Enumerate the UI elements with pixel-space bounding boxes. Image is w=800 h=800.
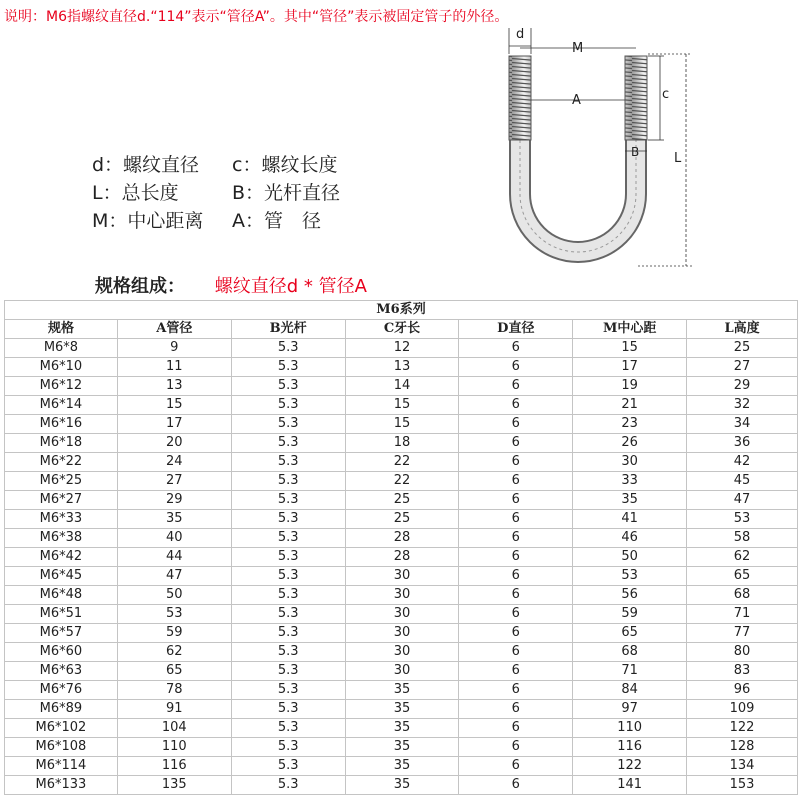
table-cell: 5.3 [231,700,345,719]
table-cell: 45 [687,472,798,491]
table-cell: 6 [459,339,573,358]
legend-item: B：光杆直径 [232,182,341,204]
table-row [5,358,798,377]
table-cell: 6 [459,529,573,548]
table-cell: M6*27 [5,491,118,510]
table-cell: 29 [117,491,231,510]
table-cell: M6*114 [5,757,118,776]
table-cell: M6*76 [5,681,118,700]
table-row [5,415,798,434]
table-cell: 6 [459,681,573,700]
table-cell: 153 [687,776,798,795]
legend-item: c：螺纹长度 [232,154,338,176]
table-cell: 110 [573,719,687,738]
legend-item: d：螺纹直径 [92,154,200,176]
table-cell: 5.3 [231,396,345,415]
table-cell: 5.3 [231,719,345,738]
spec-label: 规格组成： [95,276,185,297]
table-cell: 44 [117,548,231,567]
table-cell: 53 [687,510,798,529]
table-cell: 65 [687,567,798,586]
table-row [5,700,798,719]
table-cell: 134 [687,757,798,776]
table-cell: 30 [345,624,459,643]
table-cell: 22 [345,453,459,472]
table-cell: 28 [345,529,459,548]
table-cell: 11 [117,358,231,377]
table-cell: 6 [459,415,573,434]
dim-label-d: d [516,27,525,42]
column-header: C牙长 [345,320,459,339]
table-cell: 5.3 [231,548,345,567]
table-cell: 35 [345,700,459,719]
table-cell: 56 [573,586,687,605]
table-cell: 32 [687,396,798,415]
table-cell: 6 [459,776,573,795]
table-header-row [5,320,798,339]
table-cell: 50 [117,586,231,605]
table-cell: 5.3 [231,567,345,586]
table-cell: 28 [345,548,459,567]
table-row [5,396,798,415]
table-cell: 83 [687,662,798,681]
table-cell: 109 [687,700,798,719]
table-cell: 47 [687,491,798,510]
table-cell: M6*25 [5,472,118,491]
table-cell: 30 [345,567,459,586]
table-cell: 116 [117,757,231,776]
table-cell: 46 [573,529,687,548]
spec-table [4,300,798,795]
table-cell: 5.3 [231,586,345,605]
dim-label-B: B [631,145,640,159]
table-cell: 15 [345,396,459,415]
table-row [5,681,798,700]
table-cell: M6*63 [5,662,118,681]
table-row [5,434,798,453]
table-cell: 5.3 [231,624,345,643]
table-cell: 6 [459,548,573,567]
table-cell: 122 [573,757,687,776]
table-cell: M6*48 [5,586,118,605]
table-cell: 141 [573,776,687,795]
dim-label-L: L [674,151,682,166]
table-cell: 40 [117,529,231,548]
table-row [5,339,798,358]
table-cell: M6*51 [5,605,118,624]
table-cell: 116 [573,738,687,757]
table-cell: 53 [117,605,231,624]
table-row [5,510,798,529]
table-cell: 20 [117,434,231,453]
table-cell: 91 [117,700,231,719]
table-cell: 65 [117,662,231,681]
table-cell: M6*108 [5,738,118,757]
table-cell: 19 [573,377,687,396]
table-cell: 30 [345,643,459,662]
table-cell: 26 [573,434,687,453]
table-row [5,453,798,472]
table-cell: 5.3 [231,510,345,529]
table-cell: 5.3 [231,681,345,700]
table-row [5,719,798,738]
table-cell: 6 [459,377,573,396]
table-row [5,662,798,681]
table-cell: 65 [573,624,687,643]
table-cell: 5.3 [231,643,345,662]
table-cell: 35 [345,757,459,776]
table-cell: 21 [573,396,687,415]
table-cell: 30 [345,605,459,624]
table-cell: 13 [345,358,459,377]
table-cell: 6 [459,605,573,624]
column-header: L高度 [687,320,798,339]
table-cell: 104 [117,719,231,738]
table-cell: 62 [117,643,231,662]
spec-composition [95,272,367,298]
left-thread [509,56,531,140]
legend-item: A：管 径 [232,210,321,232]
table-cell: M6*10 [5,358,118,377]
table-cell: 27 [687,358,798,377]
table-cell: 22 [345,472,459,491]
table-cell: 25 [345,491,459,510]
legend-item: M：中心距离 [92,210,204,232]
table-row [5,738,798,757]
table-cell: 77 [687,624,798,643]
table-cell: 5.3 [231,339,345,358]
table-cell: 25 [345,510,459,529]
right-thread [625,56,647,140]
column-header: 规格 [5,320,118,339]
table-cell: 128 [687,738,798,757]
table-cell: 50 [573,548,687,567]
legend-item: L：总长度 [92,182,179,204]
table-cell: 6 [459,757,573,776]
table-cell: 59 [117,624,231,643]
table-cell: 30 [345,662,459,681]
table-cell: 14 [345,377,459,396]
table-cell: 6 [459,358,573,377]
table-cell: 25 [687,339,798,358]
table-cell: M6*38 [5,529,118,548]
table-cell: M6*18 [5,434,118,453]
dim-label-A: A [572,93,581,108]
table-cell: 135 [117,776,231,795]
table-cell: 29 [687,377,798,396]
table-row [5,377,798,396]
table-row [5,567,798,586]
table-cell: 5.3 [231,529,345,548]
table-cell: 58 [687,529,798,548]
table-cell: 97 [573,700,687,719]
table-row [5,757,798,776]
table-cell: 5.3 [231,662,345,681]
series-title: M6系列 [5,301,798,320]
table-cell: 24 [117,453,231,472]
table-cell: M6*33 [5,510,118,529]
table-row [5,548,798,567]
table-cell: 59 [573,605,687,624]
table-cell: 6 [459,700,573,719]
table-row [5,586,798,605]
table-cell: 13 [117,377,231,396]
table-cell: 35 [345,719,459,738]
table-cell: 35 [345,776,459,795]
table-cell: 71 [573,662,687,681]
table-cell: 30 [573,453,687,472]
table-row [5,624,798,643]
table-cell: 27 [117,472,231,491]
table-row [5,529,798,548]
table-cell: 84 [573,681,687,700]
table-cell: 12 [345,339,459,358]
table-cell: M6*45 [5,567,118,586]
table-cell: 5.3 [231,776,345,795]
table-cell: 6 [459,624,573,643]
column-header: M中心距 [573,320,687,339]
table-cell: 15 [573,339,687,358]
table-cell: 122 [687,719,798,738]
table-cell: 5.3 [231,757,345,776]
table-cell: 5.3 [231,377,345,396]
table-cell: M6*12 [5,377,118,396]
table-cell: 5.3 [231,434,345,453]
table-cell: 53 [573,567,687,586]
table-cell: 5.3 [231,358,345,377]
table-cell: 5.3 [231,491,345,510]
table-cell: M6*16 [5,415,118,434]
spec-value: 螺纹直径d * 管径A [214,276,367,297]
table-cell: 78 [117,681,231,700]
table-cell: M6*60 [5,643,118,662]
table-cell: 6 [459,586,573,605]
table-cell: 15 [345,415,459,434]
table-cell: 17 [117,415,231,434]
explanation-note: 说明：M6指螺纹直径d.“114”表示“管径A”。其中“管径”表示被固定管子的外径。 [4,9,509,25]
table-cell: 62 [687,548,798,567]
table-cell: 6 [459,396,573,415]
table-cell: 35 [345,681,459,700]
table-cell: 42 [687,453,798,472]
table-cell: 6 [459,434,573,453]
table-cell: 36 [687,434,798,453]
table-cell: 17 [573,358,687,377]
table-cell: M6*102 [5,719,118,738]
table-cell: 6 [459,662,573,681]
table-cell: 23 [573,415,687,434]
table-cell: 6 [459,491,573,510]
table-row [5,643,798,662]
table-cell: 5.3 [231,605,345,624]
table-cell: 6 [459,738,573,757]
table-cell: 5.3 [231,738,345,757]
table-cell: 35 [573,491,687,510]
table-cell: 41 [573,510,687,529]
table-cell: 6 [459,510,573,529]
table-row [5,605,798,624]
table-cell: M6*14 [5,396,118,415]
table-cell: 5.3 [231,415,345,434]
column-header: A管径 [117,320,231,339]
table-cell: 15 [117,396,231,415]
u-bolt-diagram [488,22,698,272]
table-cell: 5.3 [231,472,345,491]
table-cell: 35 [117,510,231,529]
table-cell: 9 [117,339,231,358]
table-cell: 33 [573,472,687,491]
table-cell: M6*42 [5,548,118,567]
table-row [5,491,798,510]
table-cell: M6*57 [5,624,118,643]
table-cell: M6*133 [5,776,118,795]
dim-label-c: c [662,87,670,102]
table-cell: 5.3 [231,453,345,472]
table-cell: 47 [117,567,231,586]
table-cell: 6 [459,643,573,662]
table-cell: 68 [573,643,687,662]
table-cell: 30 [345,586,459,605]
table-row [5,776,798,795]
table-cell: 110 [117,738,231,757]
table-cell: 35 [345,738,459,757]
table-cell: 34 [687,415,798,434]
column-header: B光杆 [231,320,345,339]
table-cell: M6*8 [5,339,118,358]
dim-label-M: M [572,41,584,56]
table-cell: 18 [345,434,459,453]
table-cell: 6 [459,472,573,491]
table-cell: 6 [459,453,573,472]
table-cell: M6*22 [5,453,118,472]
table-row [5,472,798,491]
table-cell: 80 [687,643,798,662]
table-cell: 71 [687,605,798,624]
table-cell: 6 [459,567,573,586]
table-cell: 6 [459,719,573,738]
column-header: D直径 [459,320,573,339]
table-cell: M6*89 [5,700,118,719]
table-cell: 96 [687,681,798,700]
table-cell: 68 [687,586,798,605]
